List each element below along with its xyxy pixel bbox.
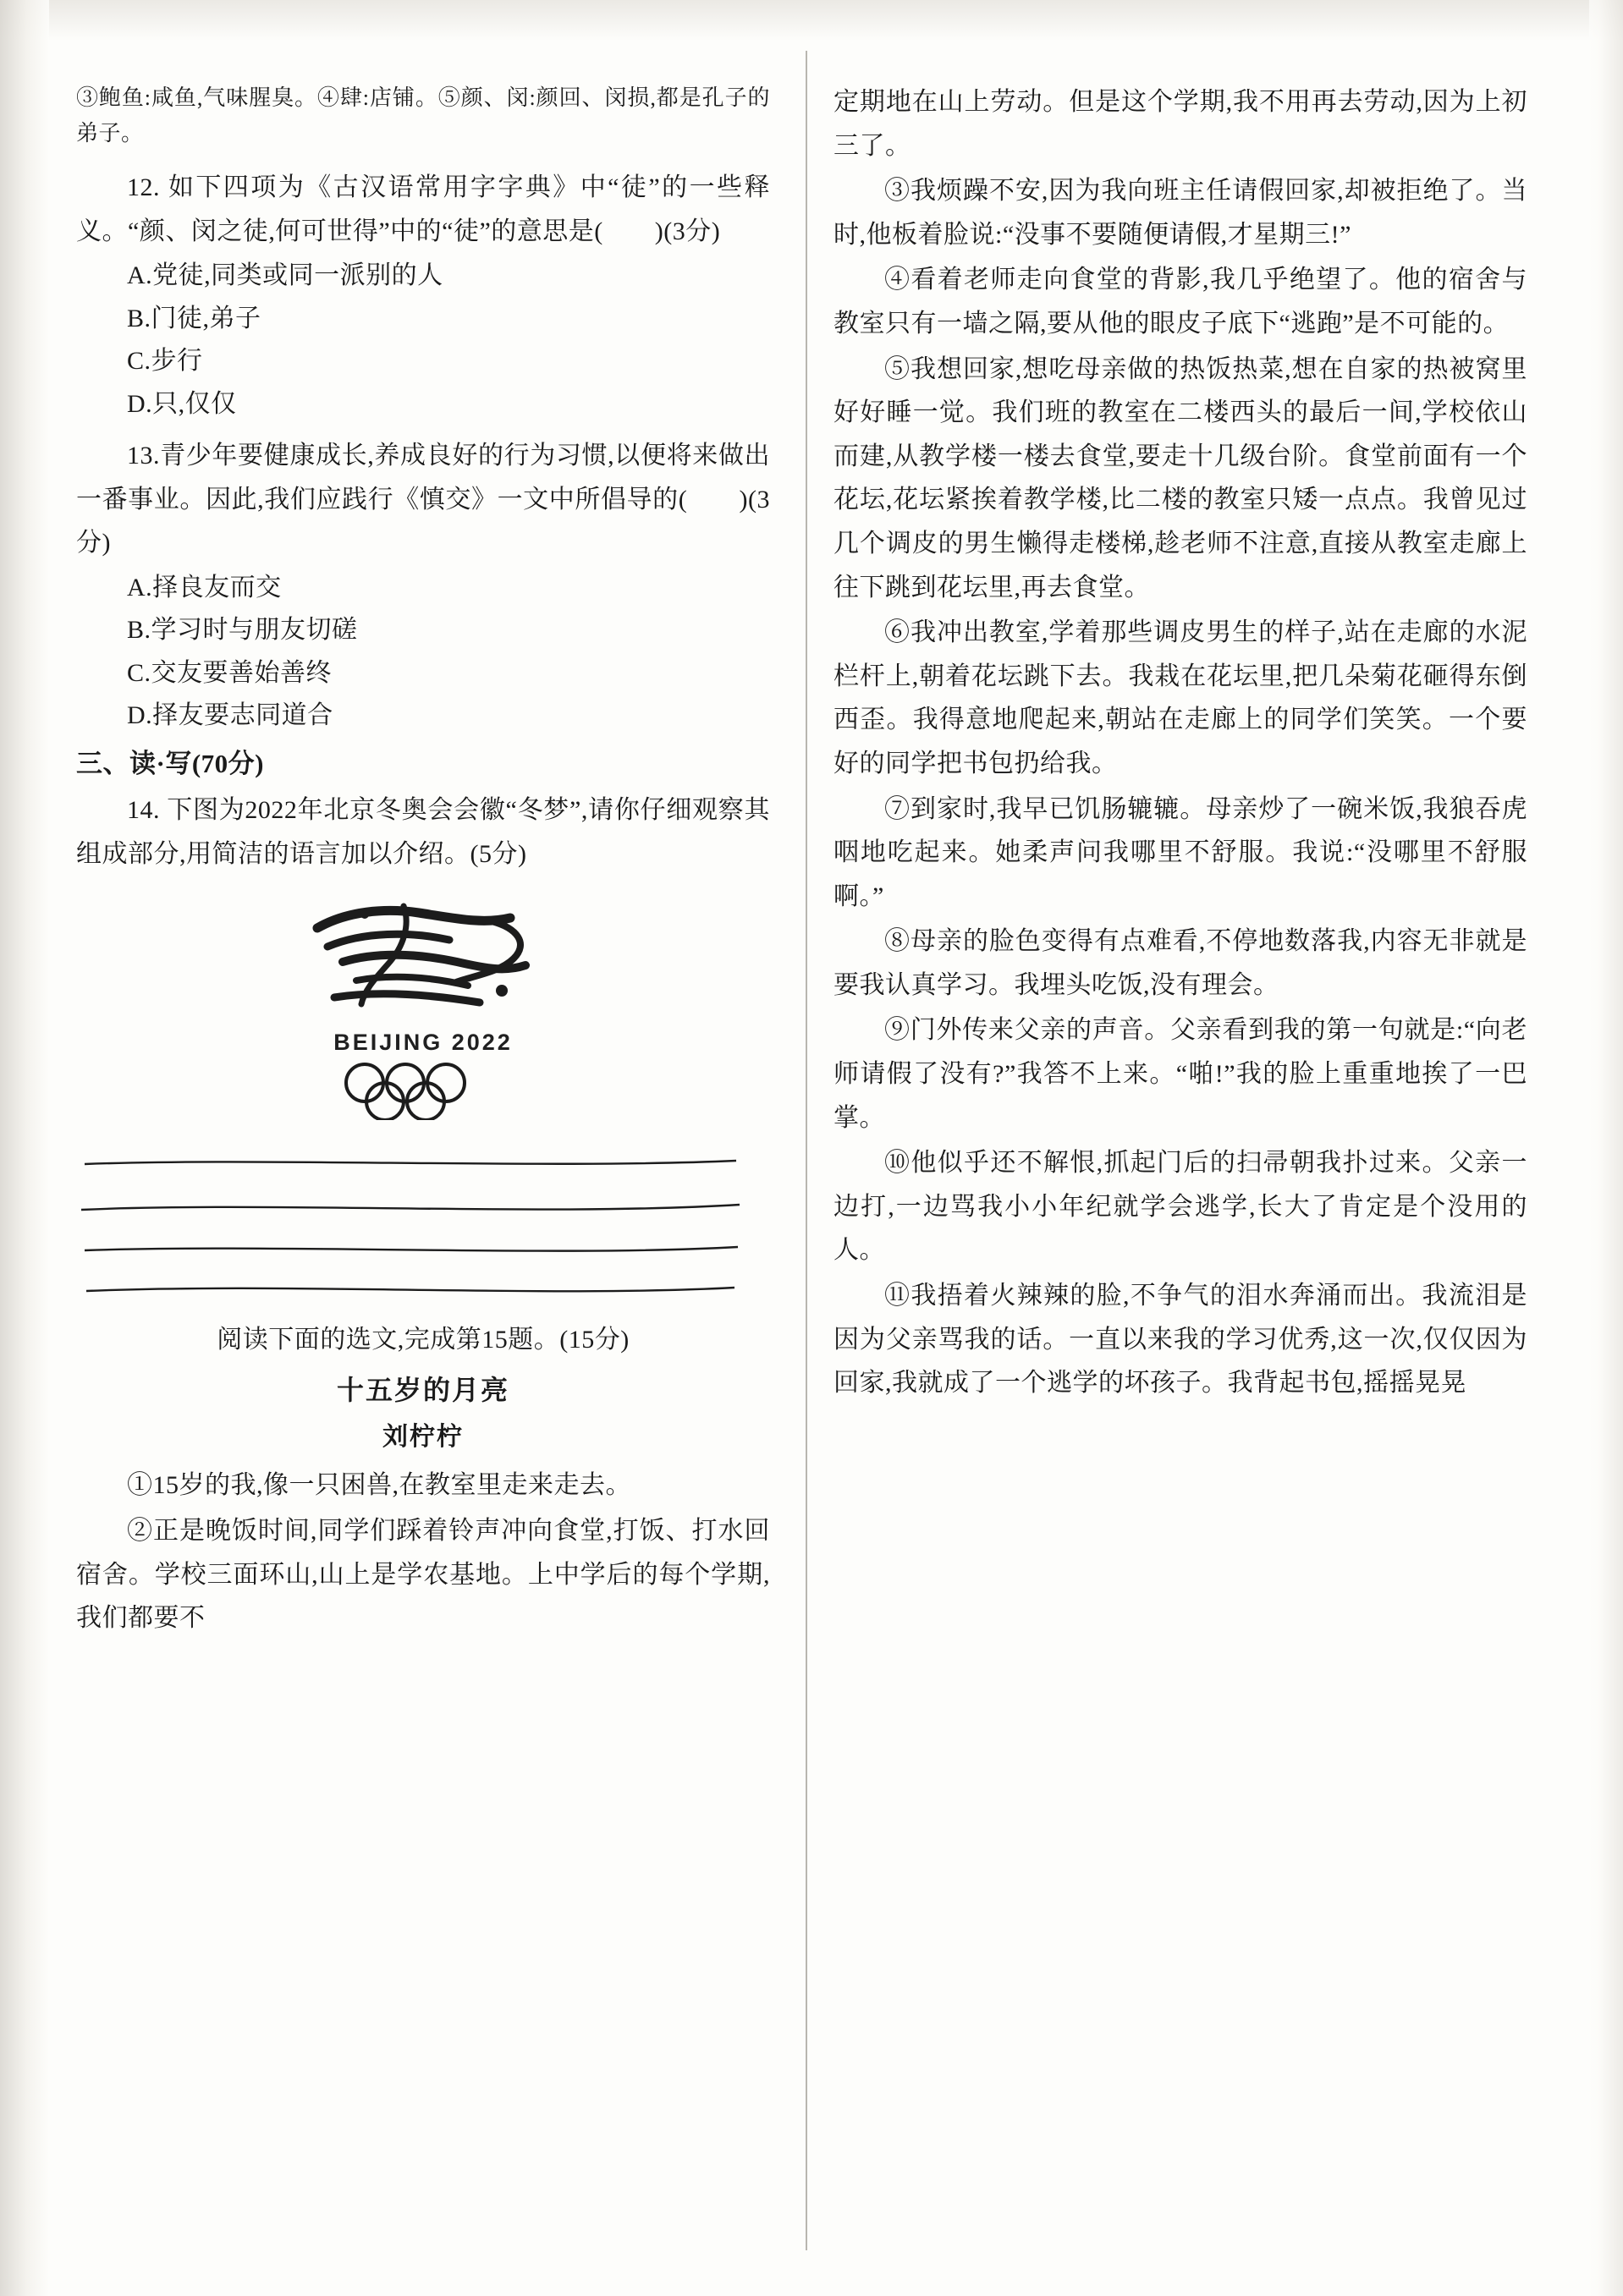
question-12-option-c: C.步行 [127,347,203,376]
article-paragraph-9: ⑨门外传来父亲的声音。父亲看到我的第一句就是:“向老师请假了没有?”我答不上来。“啪!”我的脸上重重地挨了一巴掌。 [834,1016,1527,1132]
right-column [834,80,1527,1407]
article-paragraph-1: ①15岁的我,像一只困兽,在教室里走来走去。 [127,1471,631,1500]
answer-ruled-lines [76,1149,745,1310]
article-paragraph-8: ⑧母亲的脸色变得有点难看,不停地数落我,内容无非就是要我认真学习。我埋头吃饭,没有理会。 [834,927,1527,999]
article-title: 十五岁的月亮 [336,1374,509,1405]
beijing-2022-emblem [245,891,601,1120]
question-13-stem: 13.青少年要健康成长,养成良好的行为习惯,以便将来做出一番事业。因此,我们应践行《慎交》一文中所倡导的( )(3分) [76,441,770,558]
column-divider [806,51,807,2250]
olympic-rings-icon [334,1061,512,1120]
article-paragraph-11: ⑪我捂着火辣辣的脸,不争气的泪水奔涌而出。我流泪是因为父亲骂我的话。一直以来我的学习优秀,这一次,仅仅因为回家,我就成了一个逃学的坏孩子。我背起书包,摇摇晃晃 [834,1282,1527,1398]
footnote-text: ③鲍鱼:咸鱼,气味腥臭。④肆:店铺。⑤颜、闵:颜回、闵损,都是孔子的弟子。 [76,85,770,146]
question-12-option-a: A.党徒,同类或同一派别的人 [127,261,443,290]
question-13-option-d: D.择友要志同道合 [127,700,333,729]
scan-edge-top [0,0,1623,41]
scan-edge-right [1589,0,1623,2296]
emblem-dong-ribbon-icon [283,891,563,1026]
article-paragraph-continued: 定期地在山上劳动。但是这个学期,我不用再去劳动,因为上初三了。 [834,88,1527,160]
question-13-option-a: A.择良友而交 [127,573,282,601]
question-13-option-b: B.学习时与朋友切磋 [127,616,358,645]
question-13-option-c: C.交友要善始善终 [127,658,333,687]
article-paragraph-3: ③我烦躁不安,因为我向班主任请假回家,却被拒绝了。当时,他板着脸说:“没事不要随便请假,才星期三!” [834,177,1527,249]
article-paragraph-4: ④看着老师走向食堂的背影,我几乎绝望了。他的宿舍与教室只有一墙之隔,要从他的眼皮子底下“逃跑”是不可能的。 [834,266,1527,338]
question-12-option-b: B.门徒,弟子 [127,304,261,332]
section-three-title: 三、读·写(70分) [76,749,264,779]
article-paragraph-6: ⑥我冲出教室,学着那些调皮男生的样子,站在走廊的水泥栏杆上,朝着花坛跳下去。我栽在花坛里,把几朵菊花砸得东倒西歪。我得意地爬起来,朝站在走廊上的同学们笑笑。一个要好的同学把书包扔给我。 [834,618,1527,777]
question-14-stem: 14. 下图为2022年北京冬奥会会徽“冬梦”,请你仔细观察其组成部分,用简洁的语言加以介绍。(5分) [76,795,770,868]
reading-instruction: 阅读下面的选文,完成第15题。(15分) [217,1326,630,1354]
emblem-wordmark: BEIJING 2022 [333,1030,513,1056]
article-paragraph-7: ⑦到家时,我早已饥肠辘辘。母亲炒了一碗米饭,我狼吞虎咽地吃起来。她柔声问我哪里不舒服。我说:“没哪里不舒服啊。” [834,794,1527,910]
scan-edge-left [0,0,49,2296]
article-paragraph-5: ⑤我想回家,想吃母亲做的热饭热菜,想在自家的热被窝里好好睡一觉。我们班的教室在二楼西头的最后一间,学校依山而建,从教学楼一楼去食堂,要走十几级台阶。食堂前面有一个花坛,花坛紧挨着教学楼,比二楼的教室只矮一点点。我曾见过几个调皮的男生懒得走楼梯,趁老师不注意,直接从教室走廊上往下跳到花坛里,再去食堂。 [834,354,1527,601]
left-column [76,80,770,1642]
question-12-stem: 12. 如下四项为《古汉语常用字字典》中“徒”的一些释义。“颜、闵之徒,何可世得”中的“徒”的意思是( )(3分) [76,173,770,245]
question-12-option-d: D.只,仅仅 [127,389,237,418]
article-paragraph-2: ②正是晚饭时间,同学们踩着铃声冲向食堂,打饭、打水回宿舍。学校三面环山,山上是学农基地。上中学后的每个学期,我们都要不 [76,1516,770,1633]
article-author: 刘柠柠 [382,1422,464,1451]
article-paragraph-10: ⑩他似乎还不解恨,抓起门后的扫帚朝我扑过来。父亲一边打,一边骂我小小年纪就学会逃学,长大了肯定是个没用的人。 [834,1149,1527,1265]
